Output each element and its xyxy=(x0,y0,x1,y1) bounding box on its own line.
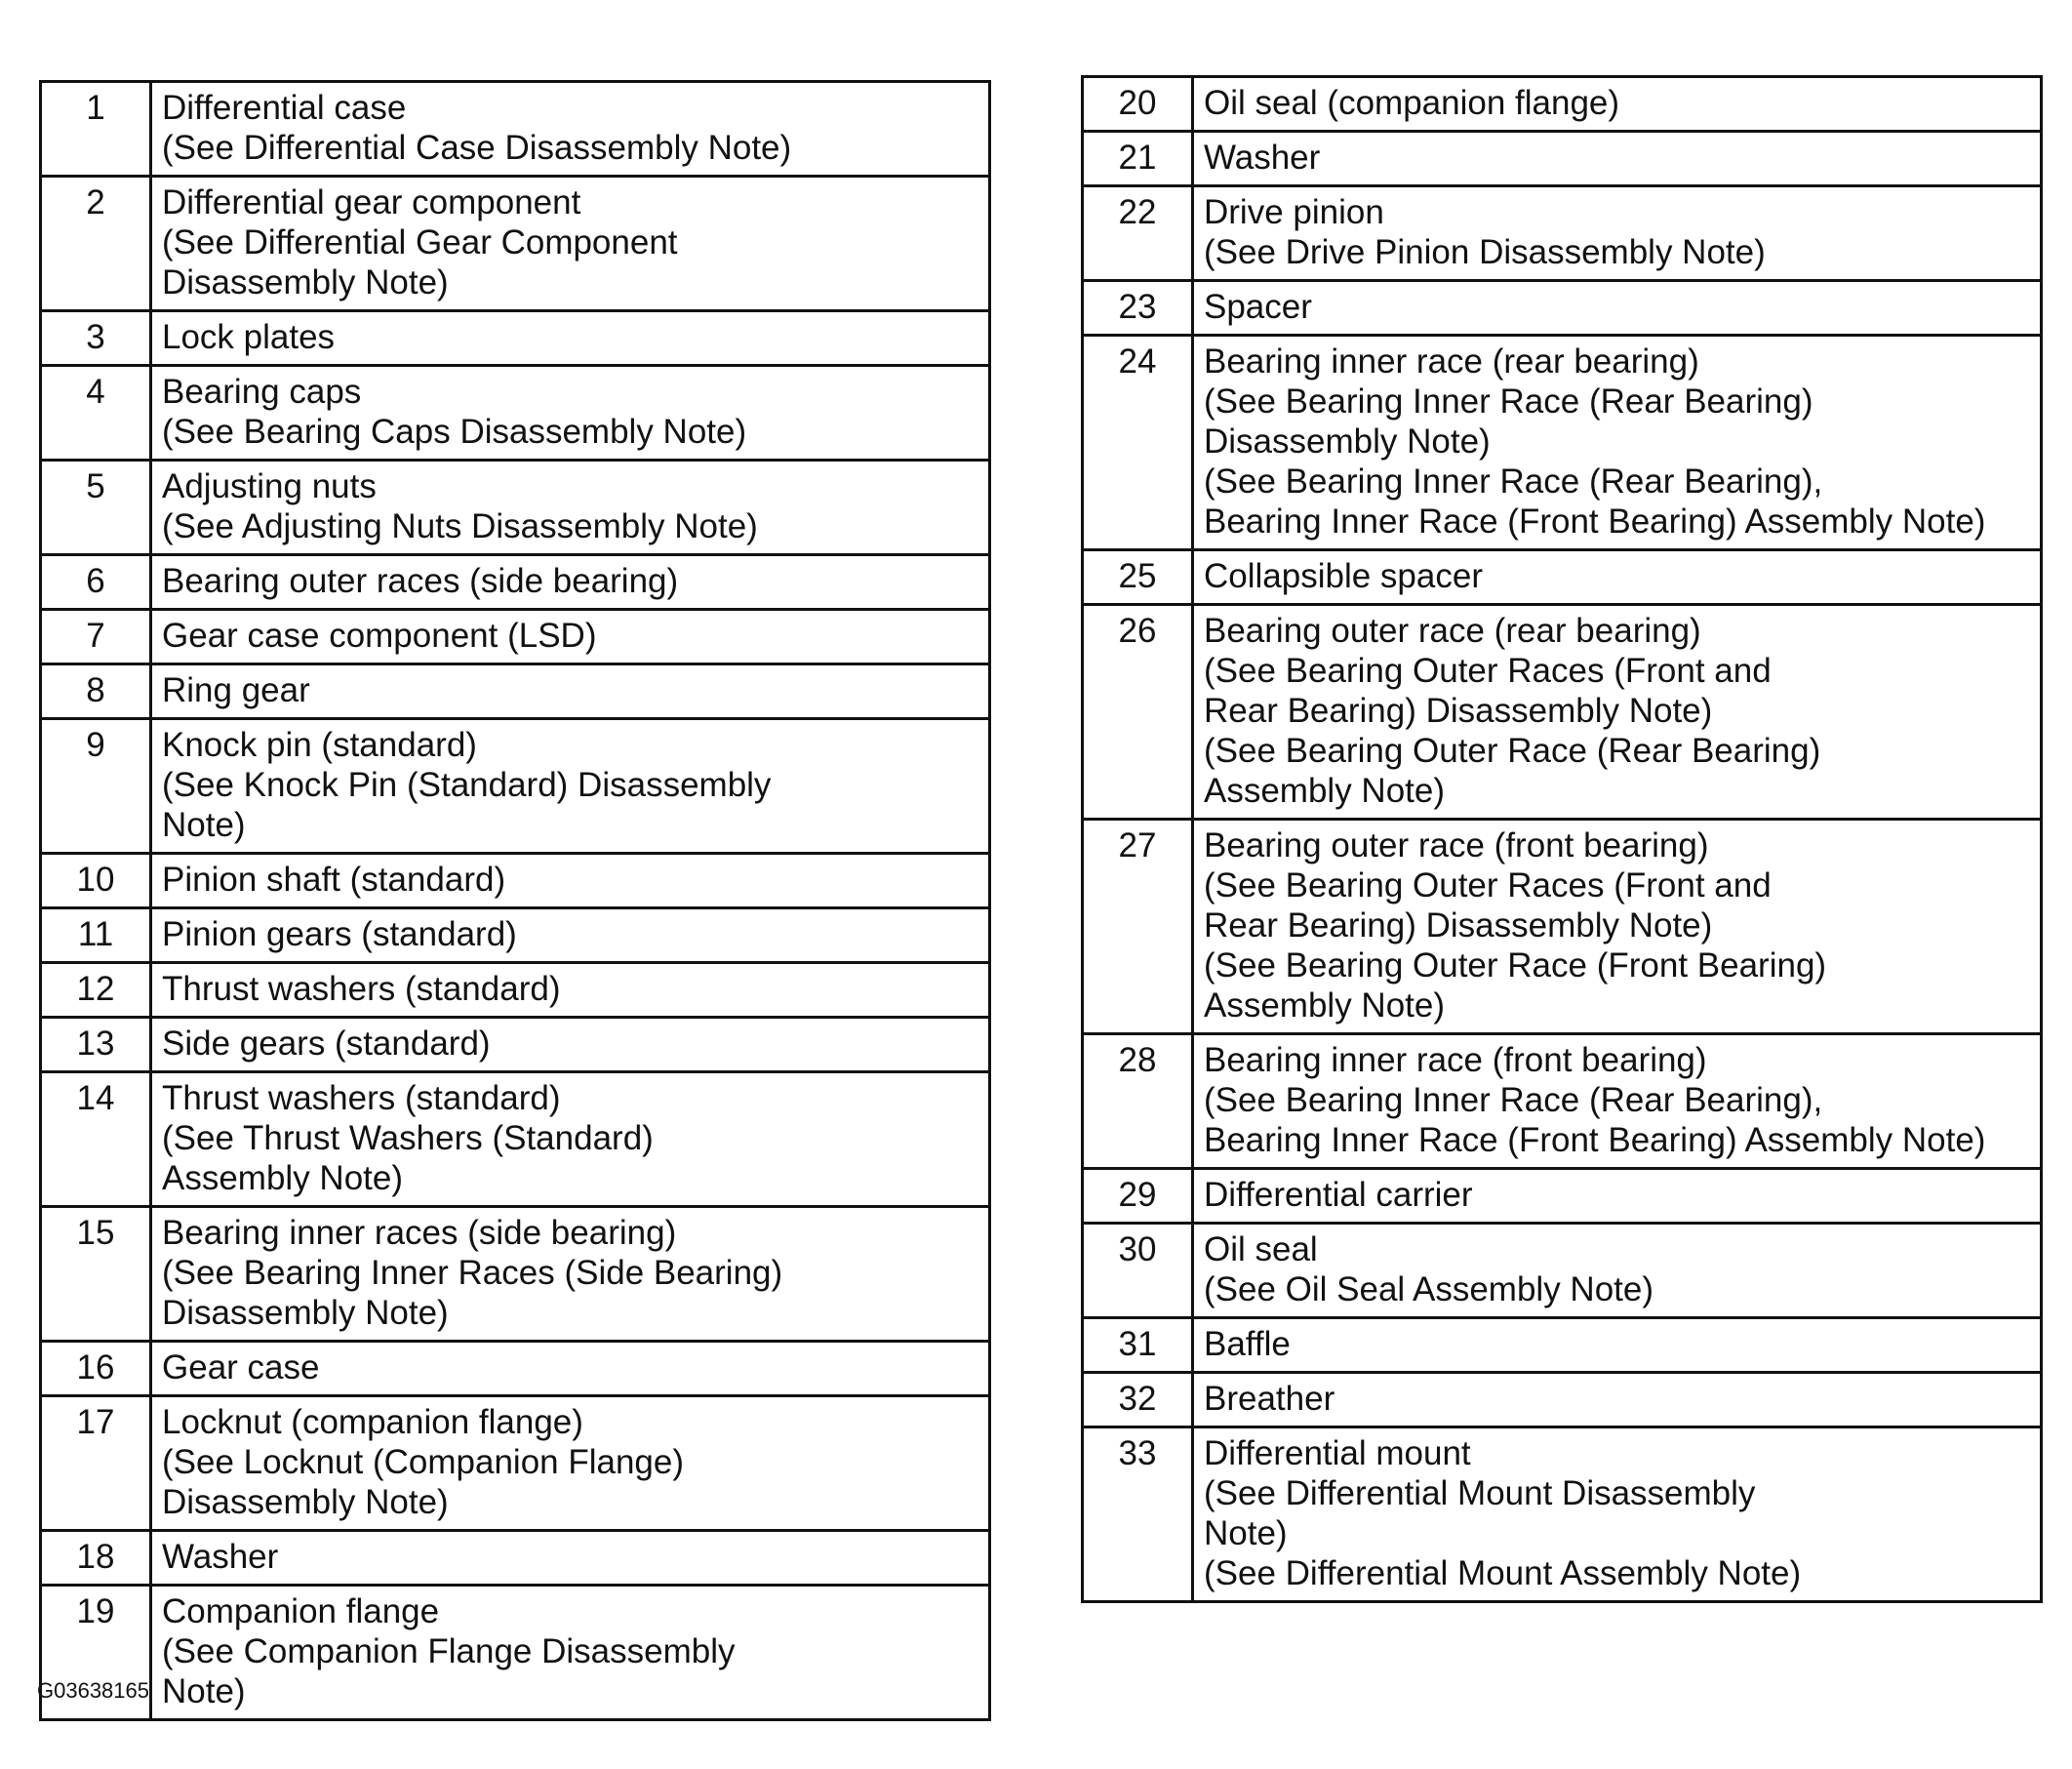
part-number: 27 xyxy=(1083,820,1193,1034)
part-number: 13 xyxy=(41,1018,151,1072)
table-row xyxy=(41,461,990,555)
part-number: 21 xyxy=(1083,132,1193,186)
part-number: 23 xyxy=(1083,281,1193,336)
parts-table-right-body xyxy=(1083,77,2042,1602)
table-row xyxy=(1083,1318,2042,1373)
table-row xyxy=(41,963,990,1018)
table-row xyxy=(1083,820,2042,1034)
part-number: 15 xyxy=(41,1207,151,1342)
part-number: 32 xyxy=(1083,1373,1193,1427)
table-row xyxy=(1083,132,2042,186)
part-number: 1 xyxy=(41,82,151,177)
part-number: 30 xyxy=(1083,1224,1193,1318)
table-row xyxy=(41,311,990,366)
part-description: Bearing inner race (front bearing) (See Bearing Inner Race (Rear Bearing), Bearing Inner Race (Front Bearing) Assembly Note) xyxy=(1193,1034,2042,1169)
part-description: Adjusting nuts (See Adjusting Nuts Disassembly Note) xyxy=(151,461,990,555)
table-row xyxy=(41,1072,990,1207)
table-row xyxy=(41,664,990,719)
part-description: Gear case xyxy=(151,1342,990,1396)
part-number: 24 xyxy=(1083,336,1193,550)
part-description: Breather xyxy=(1193,1373,2042,1427)
part-number: 16 xyxy=(41,1342,151,1396)
table-row xyxy=(41,1586,990,1720)
part-description: Differential carrier xyxy=(1193,1169,2042,1224)
part-number: 11 xyxy=(41,908,151,963)
table-row xyxy=(41,82,990,177)
part-number: 20 xyxy=(1083,77,1193,132)
part-number: 5 xyxy=(41,461,151,555)
part-description: Thrust washers (standard) (See Thrust Washers (Standard) Assembly Note) xyxy=(151,1072,990,1207)
part-number: 4 xyxy=(41,366,151,461)
part-number: 19 xyxy=(41,1586,151,1720)
part-description: Bearing outer race (rear bearing) (See Bearing Outer Races (Front and Rear Bearing) Disassembly Note) (See Bearing Outer Race (Rear Bearing) Assembly Note) xyxy=(1193,605,2042,820)
parts-table-right xyxy=(1081,75,2043,1603)
part-description: Locknut (companion flange) (See Locknut (Companion Flange) Disassembly Note) xyxy=(151,1396,990,1531)
part-description: Pinion shaft (standard) xyxy=(151,854,990,908)
part-number: 17 xyxy=(41,1396,151,1531)
part-number: 33 xyxy=(1083,1427,1193,1602)
table-row xyxy=(1083,1224,2042,1318)
table-row xyxy=(41,610,990,664)
part-description: Washer xyxy=(151,1531,990,1586)
part-description: Oil seal (companion flange) xyxy=(1193,77,2042,132)
table-row xyxy=(1083,1034,2042,1169)
table-row xyxy=(41,1207,990,1342)
part-number: 29 xyxy=(1083,1169,1193,1224)
part-number: 9 xyxy=(41,719,151,854)
table-row xyxy=(41,908,990,963)
table-row xyxy=(1083,186,2042,281)
part-description: Bearing outer races (side bearing) xyxy=(151,555,990,610)
part-description: Lock plates xyxy=(151,311,990,366)
part-number: 31 xyxy=(1083,1318,1193,1373)
part-description: Spacer xyxy=(1193,281,2042,336)
part-description: Side gears (standard) xyxy=(151,1018,990,1072)
part-number: 10 xyxy=(41,854,151,908)
part-description: Drive pinion (See Drive Pinion Disassembly Note) xyxy=(1193,186,2042,281)
part-description: Baffle xyxy=(1193,1318,2042,1373)
part-description: Differential gear component (See Differential Gear Component Disassembly Note) xyxy=(151,177,990,311)
part-number: 2 xyxy=(41,177,151,311)
part-number: 28 xyxy=(1083,1034,1193,1169)
table-row xyxy=(1083,550,2042,605)
table-row xyxy=(1083,605,2042,820)
part-number: 26 xyxy=(1083,605,1193,820)
table-row xyxy=(1083,281,2042,336)
part-description: Gear case component (LSD) xyxy=(151,610,990,664)
parts-table-left xyxy=(39,80,991,1721)
part-number: 7 xyxy=(41,610,151,664)
part-description: Ring gear xyxy=(151,664,990,719)
part-number: 6 xyxy=(41,555,151,610)
part-description: Washer xyxy=(1193,132,2042,186)
table-row xyxy=(1083,336,2042,550)
part-description: Differential case (See Differential Case Disassembly Note) xyxy=(151,82,990,177)
part-number: 14 xyxy=(41,1072,151,1207)
table-row xyxy=(41,177,990,311)
part-description: Collapsible spacer xyxy=(1193,550,2042,605)
table-row xyxy=(41,555,990,610)
table-row xyxy=(1083,1373,2042,1427)
part-number: 12 xyxy=(41,963,151,1018)
part-description: Bearing outer race (front bearing) (See Bearing Outer Races (Front and Rear Bearing) Disassembly Note) (See Bearing Outer Race (Front Bearing) Assembly Note) xyxy=(1193,820,2042,1034)
part-number: 8 xyxy=(41,664,151,719)
part-description: Pinion gears (standard) xyxy=(151,908,990,963)
part-number: 22 xyxy=(1083,186,1193,281)
part-description: Knock pin (standard) (See Knock Pin (Standard) Disassembly Note) xyxy=(151,719,990,854)
table-row xyxy=(41,1531,990,1586)
part-description: Bearing inner races (side bearing) (See Bearing Inner Races (Side Bearing) Disassembly Note) xyxy=(151,1207,990,1342)
parts-table-left-body xyxy=(41,82,990,1720)
table-row xyxy=(41,854,990,908)
part-number: 3 xyxy=(41,311,151,366)
table-row xyxy=(41,1342,990,1396)
part-number: 18 xyxy=(41,1531,151,1586)
table-row xyxy=(1083,77,2042,132)
part-description: Companion flange (See Companion Flange Disassembly Note) xyxy=(151,1586,990,1720)
table-row xyxy=(41,719,990,854)
part-description: Bearing inner race (rear bearing) (See Bearing Inner Race (Rear Bearing) Disassembly Note) (See Bearing Inner Race (Rear Bearing), Bearing Inner Race (Front Bearing) Assembly Note) xyxy=(1193,336,2042,550)
part-description: Differential mount (See Differential Mount Disassembly Note) (See Differential Mount Assembly Note) xyxy=(1193,1427,2042,1602)
part-number: 25 xyxy=(1083,550,1193,605)
table-row xyxy=(1083,1169,2042,1224)
table-row xyxy=(1083,1427,2042,1602)
part-description: Thrust washers (standard) xyxy=(151,963,990,1018)
part-description: Bearing caps (See Bearing Caps Disassembly Note) xyxy=(151,366,990,461)
part-description: Oil seal (See Oil Seal Assembly Note) xyxy=(1193,1224,2042,1318)
figure-id: G03638165 xyxy=(37,1678,149,1703)
table-row xyxy=(41,1018,990,1072)
table-row xyxy=(41,366,990,461)
table-row xyxy=(41,1396,990,1531)
